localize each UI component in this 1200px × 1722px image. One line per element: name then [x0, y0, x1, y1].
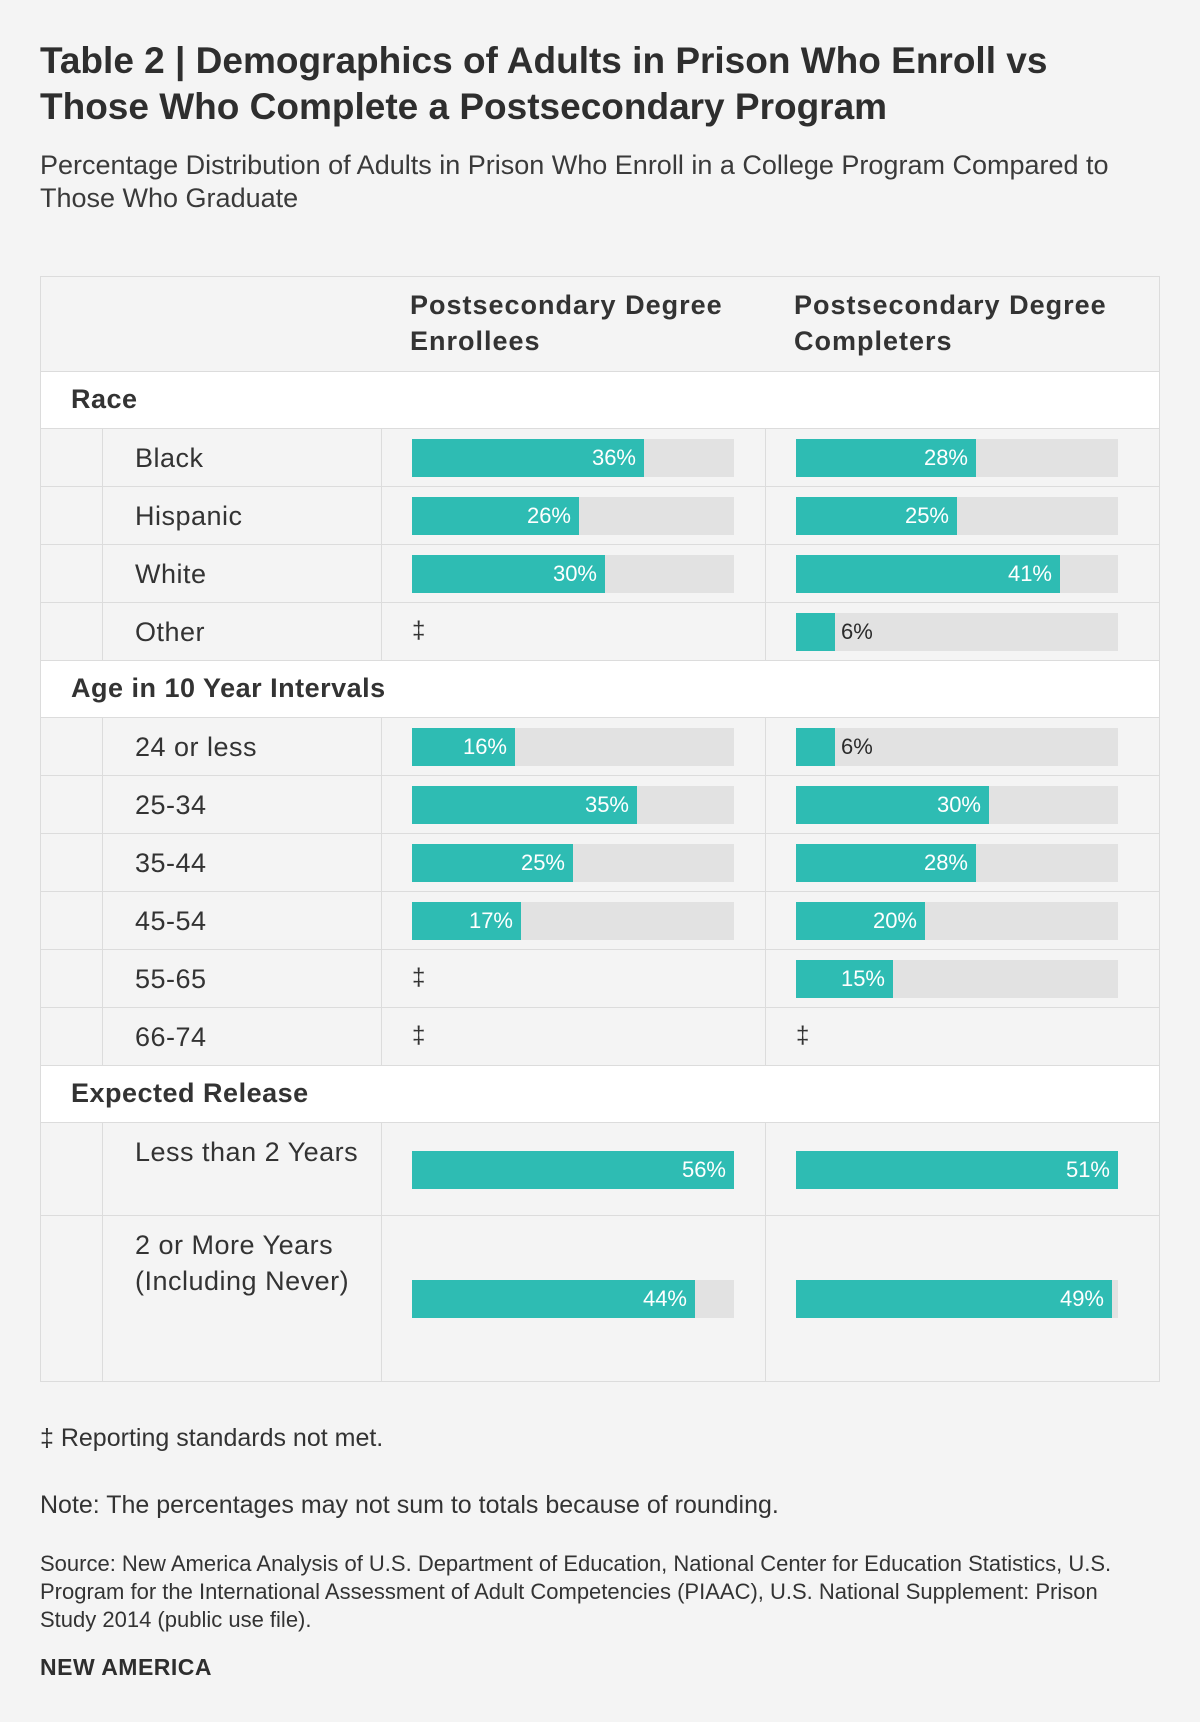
section-label: Age in 10 Year Intervals	[71, 673, 386, 703]
table-header	[41, 277, 1159, 372]
bar-value-label: 17%	[468, 908, 513, 933]
table-row	[41, 545, 1159, 603]
table-row	[41, 834, 1159, 892]
section-label: Race	[71, 384, 138, 414]
not-met-marker: ‡	[412, 617, 426, 644]
grid-line	[381, 1008, 382, 1065]
bar-cell	[412, 497, 734, 535]
bar-value-label: 25%	[520, 850, 565, 875]
bar-value-label: 6%	[841, 619, 873, 644]
bar-value-label: 35%	[584, 792, 629, 817]
bar-value-label: 56%	[681, 1156, 726, 1182]
row-label: 45-54	[135, 906, 207, 936]
grid-line	[102, 718, 103, 775]
table-row	[41, 1123, 1159, 1216]
grid-line	[102, 1216, 103, 1381]
grid-line	[765, 1123, 766, 1215]
table-row	[41, 776, 1159, 834]
bar-cell	[412, 1151, 734, 1189]
chart-subtitle: Percentage Distribution of Adults in Prison Who Enroll in a College Program Compared to Those Who Graduate	[40, 150, 1109, 213]
grid-line	[381, 834, 382, 891]
bar-cell	[412, 844, 734, 882]
bar-cell	[412, 555, 734, 593]
grid-line	[765, 776, 766, 833]
row-label: White	[135, 559, 207, 589]
section-header	[41, 661, 1159, 718]
bar	[796, 613, 835, 651]
bar-cell	[412, 786, 734, 824]
grid-line	[765, 892, 766, 949]
grid-line	[765, 950, 766, 1007]
brand-logo: NEW AMERICA	[40, 1654, 213, 1680]
grid-line	[381, 776, 382, 833]
grid-line	[102, 429, 103, 486]
grid-line	[381, 892, 382, 949]
grid-line	[102, 834, 103, 891]
bar-cell	[412, 902, 734, 940]
bar-cell	[412, 1280, 734, 1318]
grid-line	[765, 718, 766, 775]
section-header	[41, 372, 1159, 429]
table-row	[41, 892, 1159, 950]
grid-line	[765, 1216, 766, 1381]
row-label: 66-74	[135, 1022, 207, 1052]
not-met-marker: ‡	[412, 1022, 426, 1049]
bar-value-label: 51%	[1065, 1156, 1110, 1182]
grid-line	[765, 603, 766, 660]
grid-line	[102, 1008, 103, 1065]
grid-line	[765, 545, 766, 602]
bar-cell	[796, 844, 1118, 882]
grid-line	[765, 487, 766, 544]
bar-cell	[796, 555, 1118, 593]
bar	[796, 728, 835, 766]
grid-line	[381, 1216, 382, 1381]
bar-cell	[412, 728, 734, 766]
table-row	[41, 1008, 1159, 1066]
bar-value-label: 6%	[841, 734, 873, 759]
bar-value-label: 28%	[923, 445, 968, 470]
bar-cell	[796, 960, 1118, 998]
chart-title: Table 2 | Demographics of Adults in Prison Who Enroll vs Those Who Complete a Postsecondary Program	[40, 40, 1048, 127]
bar-value-label: 36%	[591, 445, 636, 470]
row-label: 2 or More Years (Including Never)	[135, 1229, 350, 1296]
table-row	[41, 429, 1159, 487]
table-row	[41, 718, 1159, 776]
source: Source: New America Analysis of U.S. Department of Education, National Center for Education Statistics, U.S. Program for the International Assessment of Adult Competencies (PIAAC), U.S. National Supplement: Prison Study 2014 (public use file).	[40, 1551, 1112, 1632]
grid-line	[381, 1123, 382, 1215]
bar-value-label: 41%	[1007, 561, 1052, 586]
grid-line	[381, 487, 382, 544]
table-row	[41, 950, 1159, 1008]
grid-line	[102, 950, 103, 1007]
table-row	[41, 603, 1159, 661]
row-label: Black	[135, 443, 204, 473]
bar-cell	[796, 1151, 1118, 1189]
row-label: 35-44	[135, 848, 207, 878]
grid-line	[381, 950, 382, 1007]
bar-cell	[796, 497, 1118, 535]
grid-line	[765, 1008, 766, 1065]
row-label: Other	[135, 617, 206, 647]
row-label: 25-34	[135, 790, 207, 820]
bar-cell	[796, 902, 1118, 940]
grid-line	[102, 487, 103, 544]
bar-cell	[796, 439, 1118, 477]
bar-cell	[796, 1280, 1118, 1318]
bar-value-label: 16%	[462, 734, 507, 759]
grid-line	[102, 603, 103, 660]
bar-value-label: 49%	[1059, 1285, 1104, 1311]
bar-cell	[412, 439, 734, 477]
row-label: 24 or less	[135, 732, 258, 762]
grid-line	[102, 892, 103, 949]
row-label: Less than 2 Years	[135, 1136, 359, 1167]
data-table	[40, 276, 1160, 1382]
bar-value-label: 25%	[904, 503, 949, 528]
grid-line	[381, 545, 382, 602]
row-label: Hispanic	[135, 501, 243, 531]
grid-line	[102, 545, 103, 602]
not-met-marker: ‡	[796, 1022, 810, 1049]
bar-cell	[796, 613, 1118, 651]
note: Note: The percentages may not sum to totals because of rounding.	[40, 1491, 779, 1519]
column-header-completers: Postsecondary Degree Completers	[794, 290, 1107, 356]
bar-value-label: 44%	[642, 1285, 687, 1311]
grid-line	[102, 1123, 103, 1215]
table-row	[41, 487, 1159, 545]
section-header	[41, 1066, 1159, 1123]
section-label: Expected Release	[71, 1078, 309, 1108]
bar-value-label: 15%	[840, 966, 885, 991]
bar-cell	[796, 786, 1118, 824]
bar-cell	[796, 728, 1118, 766]
column-header-enrollees: Postsecondary Degree Enrollees	[410, 290, 723, 356]
row-label: 55-65	[135, 964, 207, 994]
not-met-marker: ‡	[412, 964, 426, 991]
bar-value-label: 26%	[526, 503, 571, 528]
bar-value-label: 28%	[923, 850, 968, 875]
bar-value-label: 20%	[872, 908, 917, 933]
bar-value-label: 30%	[552, 561, 597, 586]
footnote: ‡ Reporting standards not met.	[40, 1424, 384, 1452]
grid-line	[381, 603, 382, 660]
table-row	[41, 1216, 1159, 1381]
bar-value-label: 30%	[936, 792, 981, 817]
grid-line	[381, 429, 382, 486]
grid-line	[381, 718, 382, 775]
grid-line	[765, 834, 766, 891]
grid-line	[765, 429, 766, 486]
grid-line	[102, 776, 103, 833]
